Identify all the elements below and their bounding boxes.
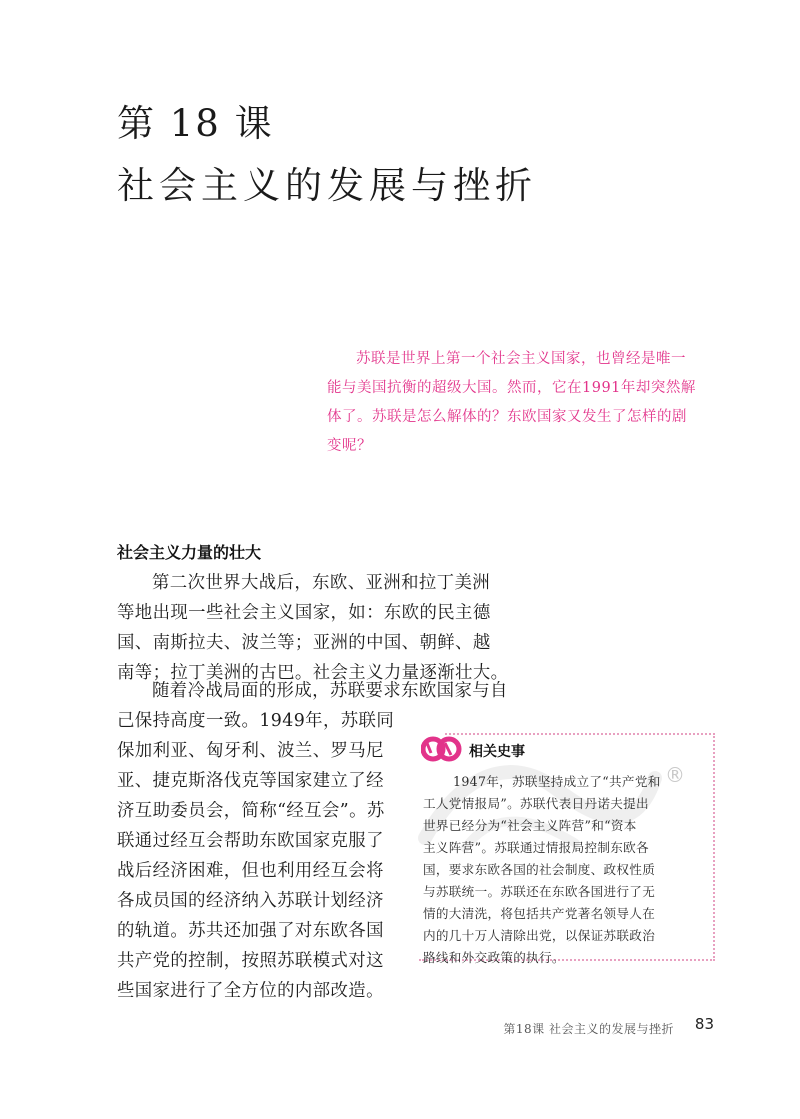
lesson-title-block <box>117 98 537 212</box>
paragraph-line: 等地出现一些社会主义国家，如：东欧的民主德 <box>117 603 491 623</box>
intro-line: 体了。苏联是怎么解体的？东欧国家又发生了怎样的剧 <box>327 409 687 425</box>
paragraph-line: 第二次世界大战后，东欧、亚洲和拉丁美洲 <box>152 573 491 593</box>
sidebar-line: 国，要求东欧各国的社会制度、政权性质 <box>423 862 656 877</box>
page-footer <box>503 1020 712 1037</box>
page-number: 83 <box>694 1015 714 1033</box>
related-history-icon <box>421 735 463 763</box>
lesson-title: 社会主义的发展与挫折 <box>117 164 537 207</box>
sidebar-border <box>713 733 715 961</box>
sidebar-border <box>445 733 715 735</box>
paragraph-line: 各成员国的经济纳入苏联计划经济 <box>117 891 384 911</box>
paragraph-line: 己保持高度一致。1949年，苏联同 <box>117 711 395 731</box>
sidebar-line: 路线和外交政策的执行。 <box>423 950 565 965</box>
paragraph-line: 国、南斯拉夫、波兰等；亚洲的中国、朝鲜、越 <box>117 633 491 653</box>
sidebar-line: 主义阵营”。苏联通过情报局控制东欧各 <box>423 840 649 855</box>
intro-line: 苏联是世界上第一个社会主义国家，也曾经是唯一 <box>356 351 686 367</box>
registered-mark: ® <box>665 763 685 787</box>
lesson-intro <box>327 345 729 461</box>
paragraph-1 <box>117 568 511 688</box>
intro-line: 变呢？ <box>327 438 372 454</box>
intro-line: 能与美国抗衡的超级大国。然而，它在1991年却突然解 <box>327 380 696 396</box>
paragraph-line: 战后经济困难，但也利用经互会将 <box>117 861 384 881</box>
paragraph-line: 共产党的控制，按照苏联模式对这 <box>117 951 384 971</box>
sidebar-line: 内的几十万人清除出党，以保证苏联政治 <box>423 928 656 943</box>
sidebar-line: 工人党情报局”。苏联代表日丹诺夫提出 <box>423 796 649 811</box>
sidebar-body <box>423 771 707 969</box>
lesson-number: 第 18 课 <box>117 102 274 145</box>
sidebar-line: 情的大清洗，将包括共产党著名领导人在 <box>423 906 656 921</box>
footer-lesson-label: 第18课 社会主义的发展与挫折 <box>503 1022 674 1036</box>
paragraph-line: 随着冷战局面的形成，苏联要求东欧国家与自 <box>152 681 508 701</box>
sidebar-line: 与苏联统一。苏联还在东欧各国进行了无 <box>423 884 656 899</box>
paragraph-line: 亚、捷克斯洛伐克等国家建立了经 <box>117 771 384 791</box>
paragraph-line: 的轨道。苏共还加强了对东欧各国 <box>117 921 384 941</box>
sidebar-line: 世界已经分为“社会主义阵营”和“资本 <box>423 818 637 833</box>
sidebar-title: 相关史事 <box>469 744 525 760</box>
paragraph-line: 济互助委员会，简称“经互会”。苏 <box>117 801 385 821</box>
section-heading: 社会主义力量的壮大 <box>117 543 262 562</box>
sidebar-line: 1947年，苏联坚持成立了“共产党和 <box>453 774 661 789</box>
paragraph-line: 保加利亚、匈牙利、波兰、罗马尼 <box>117 741 384 761</box>
paragraph-line: 些国家进行了全方位的内部改造。 <box>117 981 384 1001</box>
paragraph-line: 联通过经互会帮助东欧国家克服了 <box>117 831 384 851</box>
paragraph-line: 南等；拉丁美洲的古巴。社会主义力量逐渐壮大。 <box>117 663 509 683</box>
related-history-box <box>419 733 715 965</box>
